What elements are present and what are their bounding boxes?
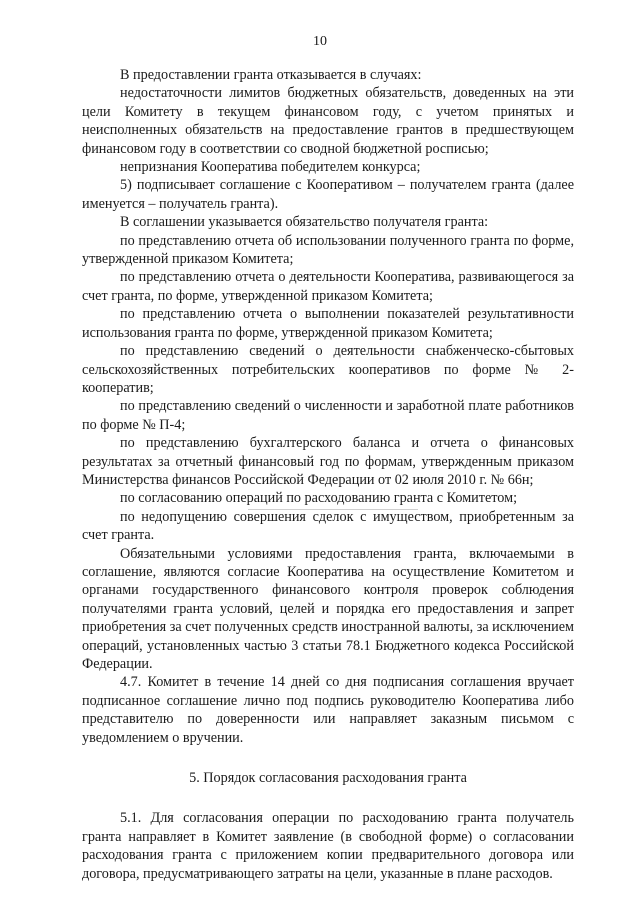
- paragraph-cooperative-info: по представлению сведений о деятельности снабженческо-сбытовых сельскохозяйственных потребительских кооперативов по форме № 2-кооператив;: [82, 343, 574, 396]
- paragraph-sign-agreement: 5) подписывает соглашение с Кооперативом – получателем гранта (далее именуется – получатель гранта).: [82, 177, 574, 212]
- paragraph-property-deals: по недопущению совершения сделок с имуществом, приобретенным за счет гранта.: [82, 508, 574, 544]
- paragraph-grant-usage-report: по представлению отчета об использовании полученного гранта по форме, утвержденной приказом Комитета;: [82, 232, 574, 268]
- paragraph-activity-report: по представлению отчета о деятельности Кооператива, развивающегося за счет гранта, по форме, утвержденной приказом Комитета;: [82, 269, 574, 304]
- paragraph-performance-report: по представлению отчета о выполнении показателей результативности использования гранта по форме, утвержденной приказом Комитета;: [82, 306, 574, 341]
- paragraph-mandatory-conditions: Обязательными условиями предоставления гранта, включаемыми в соглашение, являются согласие Кооператива на осуществление Комитетом и органами государственного финансового контроля проверок соблюдения получателями гранта условий, целей и порядка его предоставления и запрет приобретения за счет полученных средств иностранной валюты, за исключением операций, установленных частью 3 статьи 78.1 Бюджетного кодекса Российской Федерации.: [82, 545, 574, 672]
- paragraph-not-winner: непризнания Кооператива победителем конкурса;: [120, 159, 421, 176]
- page-number: 10: [313, 34, 327, 49]
- paragraph-refusal-intro: В предоставлении гранта отказывается в случаях:: [120, 67, 422, 83]
- paragraph-balance-report: по представлению бухгалтерского баланса и отчета о финансовых результатах за отчетный финансовый год по формам, утвержденным приказом Министерства финансов Российской Федерации от 02 июля 2010 г. № 66н;: [82, 435, 574, 488]
- paragraph-budget-limits: недостаточности лимитов бюджетных обязательств, доведенных на эти цели Комитету в текущем финансовом году, с учетом принятых и неисполненных обязательств на предоставление грантов в предшествующем финансовом году в соответствии со сводной бюджетной росписью;: [82, 85, 574, 157]
- document-body: [82, 66, 574, 883]
- paragraph-staff-info: по представлению сведений о численности и заработной плате работников по форме № П-4;: [82, 398, 574, 433]
- paragraph-5-1: 5.1. Для согласования операции по расходованию гранта получатель гранта направляет в Комитет заявление (в свободной форме) о согласовании расходования гранта с приложением копии предварительного договора или договора, предусматривающего затраты на цели, указанные в плане расходов.: [82, 810, 574, 882]
- paragraph-obligations-intro: В соглашении указывается обязательство получателя гранта:: [120, 214, 489, 231]
- section-heading: 5. Порядок согласования расходования гранта: [189, 770, 467, 787]
- paragraph-operations-approval: по согласованию операций по расходованию гранта с Комитетом;: [120, 490, 518, 507]
- paragraph-4-7: 4.7. Комитет в течение 14 дней со дня подписания соглашения вручает подписанное соглашение лично под подпись руководителю Кооператива либо представителю по доверенности или направляет заказным письмом с уведомлением о вручении.: [82, 674, 574, 746]
